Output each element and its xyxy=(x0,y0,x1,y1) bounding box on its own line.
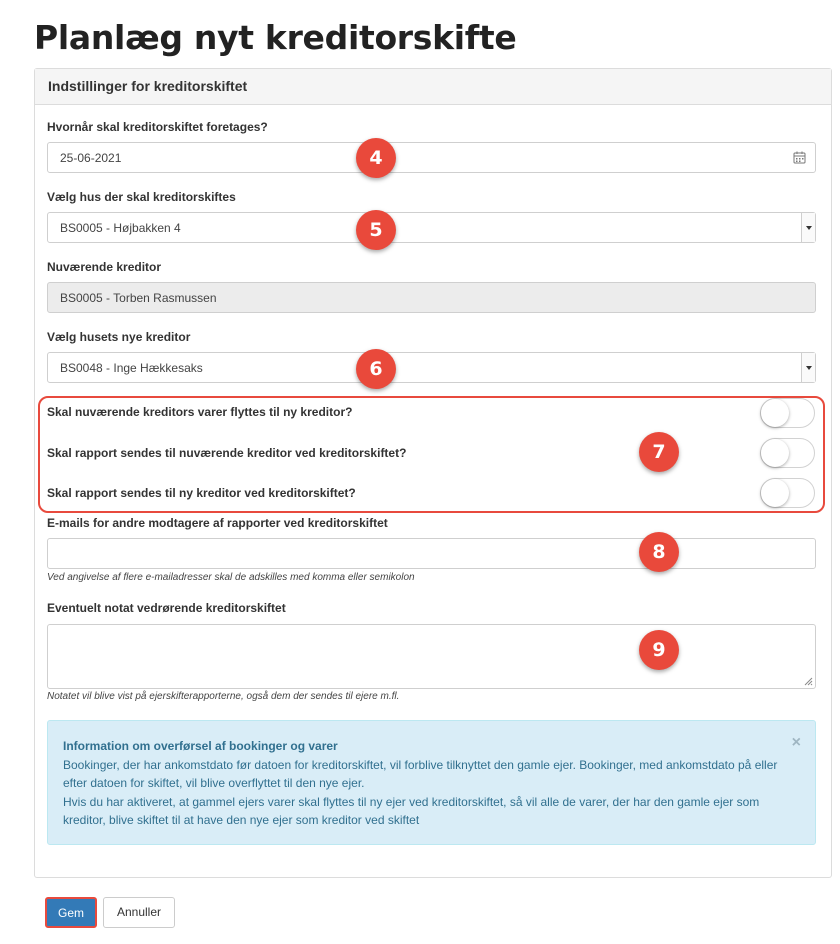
toggle-knob xyxy=(761,439,789,467)
annotation-badge-4: 4 xyxy=(356,138,396,178)
note-textarea[interactable] xyxy=(47,624,816,689)
toggle-knob xyxy=(761,479,789,507)
toggle-report-new-label: Skal rapport sendes til ny kreditor ved kreditorskiftet? xyxy=(47,486,356,500)
current-creditor-value: BS0005 - Torben Rasmussen xyxy=(60,291,217,305)
calendar-icon[interactable] xyxy=(793,151,806,164)
resize-grip-icon[interactable] xyxy=(803,676,813,686)
chevron-down-icon[interactable] xyxy=(801,353,815,382)
info-alert xyxy=(47,720,816,845)
toggle-move-items-label: Skal nuværende kreditors varer flyttes til ny kreditor? xyxy=(47,405,353,419)
info-alert-title: Information om overførsel af bookinger og varer xyxy=(63,739,338,753)
note-label: Eventuelt notat vedrørende kreditorskiftet xyxy=(47,601,286,615)
annotation-badge-5: 5 xyxy=(356,210,396,250)
info-alert-text-1: Bookinger, der har ankomstdato før datoen for kreditorskiftet, vil forblive tilknyttet den gamle ejer. Bookinger, med ankomstdato på eller efter datoen for skiftet, vil blive overflyttet til den nye ejer. xyxy=(63,757,778,790)
toggle-report-current[interactable] xyxy=(760,438,815,468)
chevron-down-icon[interactable] xyxy=(801,213,815,242)
house-select[interactable] xyxy=(47,212,816,243)
save-button[interactable]: Gem xyxy=(45,897,97,928)
annotation-badge-6: 6 xyxy=(356,349,396,389)
annotation-badge-7: 7 xyxy=(639,432,679,472)
new-creditor-label: Vælg husets nye kreditor xyxy=(47,330,191,344)
panel-heading: Indstillinger for kreditorskiftet xyxy=(35,69,831,105)
current-creditor-field xyxy=(47,282,816,313)
toggle-report-new[interactable] xyxy=(760,478,815,508)
date-input[interactable] xyxy=(47,142,816,173)
note-help-text: Notatet vil blive vist på ejerskifterapporterne, også dem der sendes til ejere m.fl. xyxy=(47,691,400,702)
annotation-badge-8: 8 xyxy=(639,532,679,572)
new-creditor-select[interactable] xyxy=(47,352,816,383)
info-alert-text-2: Hvis du har aktiveret, at gammel ejers varer skal flyttes til ny ejer ved kreditorskiftet, så vil alle de varer, der har den gamle ejer som kreditor, blive skiftet til at have den nye ejer som kreditor ved skiftet xyxy=(63,794,760,827)
house-select-value: BS0005 - Højbakken 4 xyxy=(60,221,181,235)
date-label: Hvornår skal kreditorskiftet foretages? xyxy=(47,120,268,134)
toggle-knob xyxy=(761,399,789,427)
current-creditor-label: Nuværende kreditor xyxy=(47,260,162,274)
house-select-label: Vælg hus der skal kreditorskiftes xyxy=(47,190,236,204)
toggle-move-items[interactable] xyxy=(760,398,815,428)
annotation-badge-9: 9 xyxy=(639,630,679,670)
date-value: 25-06-2021 xyxy=(60,151,122,165)
emails-label: E-mails for andre modtagere af rapporter ved kreditorskiftet xyxy=(47,516,388,530)
close-icon[interactable]: × xyxy=(791,734,801,751)
new-creditor-value: BS0048 - Inge Hækkesaks xyxy=(60,361,203,375)
cancel-button[interactable]: Annuller xyxy=(103,897,175,928)
toggle-report-current-label: Skal rapport sendes til nuværende kreditor ved kreditorskiftet? xyxy=(47,446,407,460)
page-title: Planlæg nyt kreditorskifte xyxy=(34,18,517,57)
emails-input[interactable] xyxy=(47,538,816,569)
emails-help-text: Ved angivelse af flere e-mailadresser skal de adskilles med komma eller semikolon xyxy=(47,572,415,583)
